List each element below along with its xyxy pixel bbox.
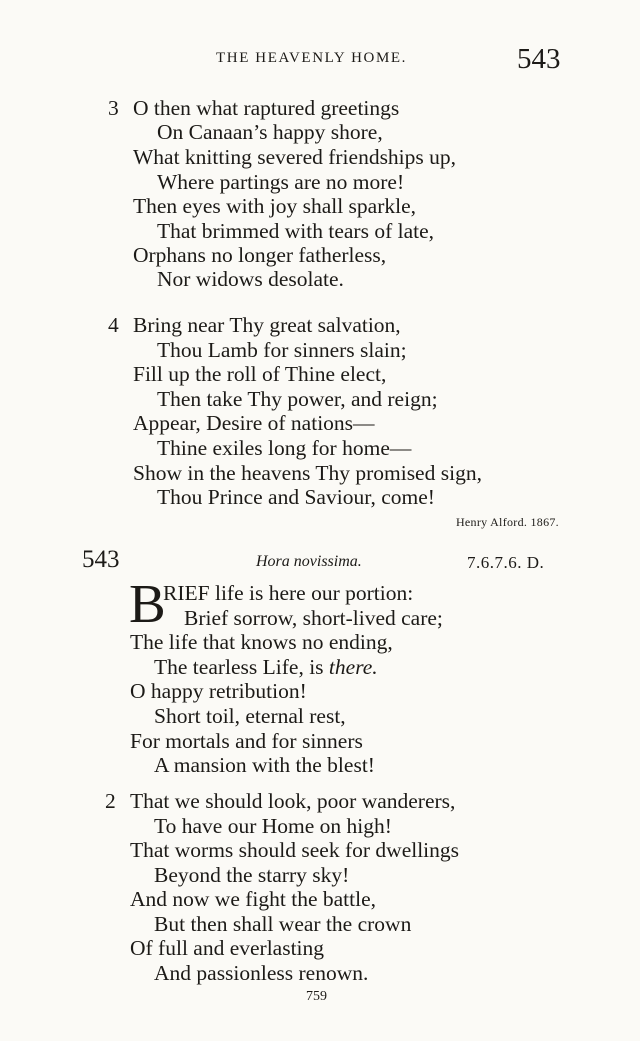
- verse-line: Thine exiles long for home—: [157, 436, 412, 460]
- verse-line: O happy retribution!: [130, 679, 307, 703]
- verse-line: For mortals and for sinners: [130, 729, 363, 753]
- verse-line: But then shall wear the crown: [154, 912, 412, 936]
- verse-line: [154, 655, 378, 679]
- verse-line: Orphans no longer fatherless,: [133, 243, 387, 267]
- verse-line: That worms should seek for dwellings: [130, 838, 460, 862]
- verse-text: The tearless Life, is: [154, 655, 324, 679]
- verse-line: To have our Home on high!: [154, 814, 392, 838]
- hymn-meter: 7.6.7.6. D.: [467, 553, 545, 572]
- author-attribution: Henry Alford. 1867.: [455, 515, 559, 529]
- verse-line: Then take Thy power, and reign;: [157, 387, 438, 411]
- running-head: THE HEAVENLY HOME.: [216, 50, 408, 66]
- verse-line: Show in the heavens Thy promised sign,: [133, 461, 482, 485]
- verse-line: What knitting severed friendships up,: [133, 145, 457, 169]
- verse-line: Fill up the roll of Thine elect,: [133, 362, 387, 386]
- verse-line: That brimmed with tears of late,: [157, 219, 435, 243]
- verse-line: Thou Prince and Saviour, come!: [157, 485, 435, 509]
- italic-word: there.: [328, 655, 378, 679]
- verse-line: Where partings are no more!: [157, 170, 405, 194]
- verse-line: Beyond the starry sky!: [154, 863, 350, 887]
- page-number: 543: [517, 43, 561, 75]
- footer-page-number: 759: [306, 989, 327, 1004]
- verse-line: The life that knows no ending,: [130, 630, 393, 654]
- stanza-number: 3: [108, 96, 119, 120]
- verse-line: Thou Lamb for sinners slain;: [157, 338, 407, 362]
- hymn-number: 543: [82, 546, 120, 573]
- verse-line: That we should look, poor wanderers,: [130, 789, 456, 813]
- verse-line: A mansion with the blest!: [154, 753, 375, 777]
- verse-line: Short toil, eternal rest,: [154, 704, 346, 728]
- verse-line: Then eyes with joy shall sparkle,: [133, 194, 417, 218]
- verse-line: Appear, Desire of nations—: [133, 411, 375, 435]
- verse-line: And passionless renown.: [154, 961, 369, 985]
- drop-cap: B: [129, 573, 166, 634]
- hymn-latin-title: Hora novissima.: [256, 553, 362, 570]
- verse-line: And now we fight the battle,: [130, 887, 377, 911]
- verse-line: Of full and everlasting: [130, 936, 325, 960]
- stanza-number: 2: [105, 789, 116, 813]
- verse-line: O then what raptured greetings: [133, 96, 400, 120]
- verse-line: RIEF life is here our portion:: [163, 581, 414, 605]
- stanza-number: 4: [108, 313, 119, 337]
- verse-line: Nor widows desolate.: [157, 267, 344, 291]
- verse-line: Bring near Thy great salvation,: [133, 313, 401, 337]
- verse-line: Brief sorrow, short-lived care;: [184, 606, 443, 630]
- verse-line: On Canaan’s happy shore,: [157, 120, 383, 144]
